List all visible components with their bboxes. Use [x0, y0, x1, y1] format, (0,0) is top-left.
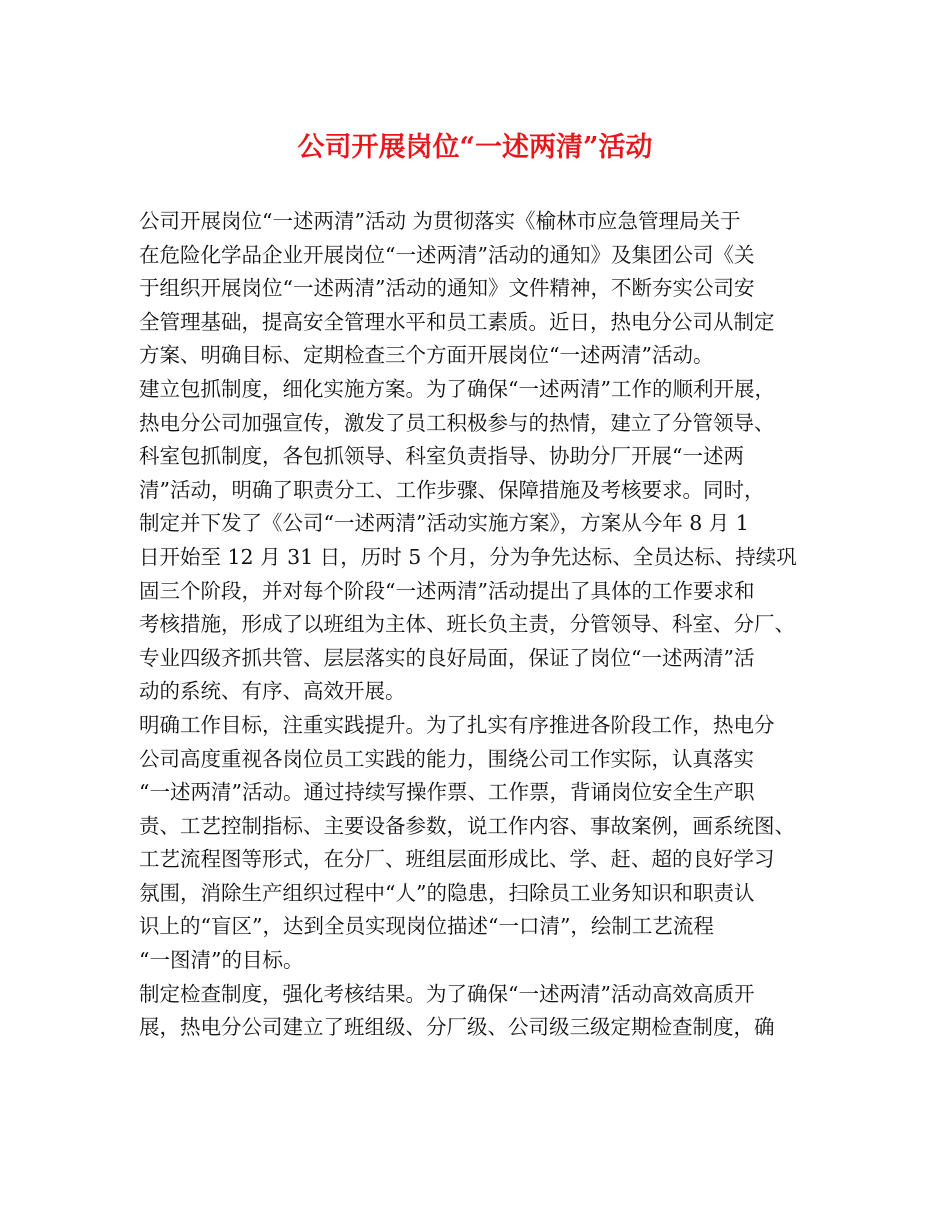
text-line: 公司开展岗位“一述两清”活动 为贯彻落实《榆林市应急管理局关于	[139, 209, 741, 233]
text-line: 动的系统、有序、高效开展。	[139, 679, 406, 704]
text-line: 考核措施，形成了以班组为主体、班长负主责，分管领导、科室、分厂、	[139, 612, 795, 637]
text-line: 责、工艺控制指标、主要设备参数，说工作内容、事故案例，画系统图、	[139, 813, 795, 838]
text-line: “一述两清”活动。通过持续写操作票、工作票，背诵岗位安全生产职	[139, 780, 755, 805]
text-line: 公司高度重视各岗位员工实践的能力，围绕公司工作实际，认真落实	[139, 746, 754, 771]
text-line: 展，热电分公司建立了班组级、分厂级、公司级三级定期检查制度，确	[139, 1015, 775, 1040]
text-line: 制定并下发了《公司“一述两清”活动实施方案》，方案从今年 8 月 1	[139, 511, 749, 536]
text-line: 全管理基础，提高安全管理水平和员工素质。近日，热电分公司从制定	[139, 309, 775, 334]
text-line: 制定检查制度，强化考核结果。为了确保“一述两清”活动高效高质开	[139, 981, 755, 1006]
text-line: 在危险化学品企业开展岗位“一述两清”活动的通知》及集团公司《关	[139, 242, 755, 267]
text-line: “一图清”的目标。	[139, 948, 304, 973]
text-line: 科室包抓制度，各包抓领导、科室负责指导、协助分厂开展“一述两	[139, 444, 744, 469]
text-line: 氛围，消除生产组织过程中“人”的隐患，扫除员工业务知识和职责认	[139, 880, 755, 905]
text-line: 于组织开展岗位“一述两清”活动的通知》文件精神，不断夯实公司安	[139, 276, 755, 301]
document-body	[139, 205, 829, 1045]
text-line: 建立包抓制度，细化实施方案。为了确保“一述两清”工作的顺利开展，	[139, 376, 775, 401]
text-line: 专业四级齐抓共管、层层落实的良好局面，保证了岗位“一述两清”活	[139, 645, 755, 670]
text-line: 清”活动，明确了职责分工、工作步骤、保障措施及考核要求。同时，	[139, 477, 765, 502]
text-line: 热电分公司加强宣传，激发了员工积极参与的热情，建立了分管领导、	[139, 410, 775, 435]
text-line: 工艺流程图等形式，在分厂、班组层面形成比、学、赶、超的良好学习	[139, 847, 775, 872]
text-line: 识上的“盲区”，达到全员实现岗位描述“一口清”，绘制工艺流程	[139, 914, 714, 939]
text-line: 日开始至 12 月 31 日，历时 5 个月，分为争先达标、全员达标、持续巩	[139, 544, 797, 569]
text-line: 固三个阶段，并对每个阶段“一述两清”活动提出了具体的工作要求和	[139, 578, 755, 603]
text-line: 方案、明确目标、定期检查三个方面开展岗位“一述两清”活动。	[139, 343, 714, 368]
text-line: 明确工作目标，注重实践提升。为了扎实有序推进各阶段工作，热电分	[139, 712, 775, 737]
document-title: 公司开展岗位“一述两清”活动	[297, 132, 653, 163]
